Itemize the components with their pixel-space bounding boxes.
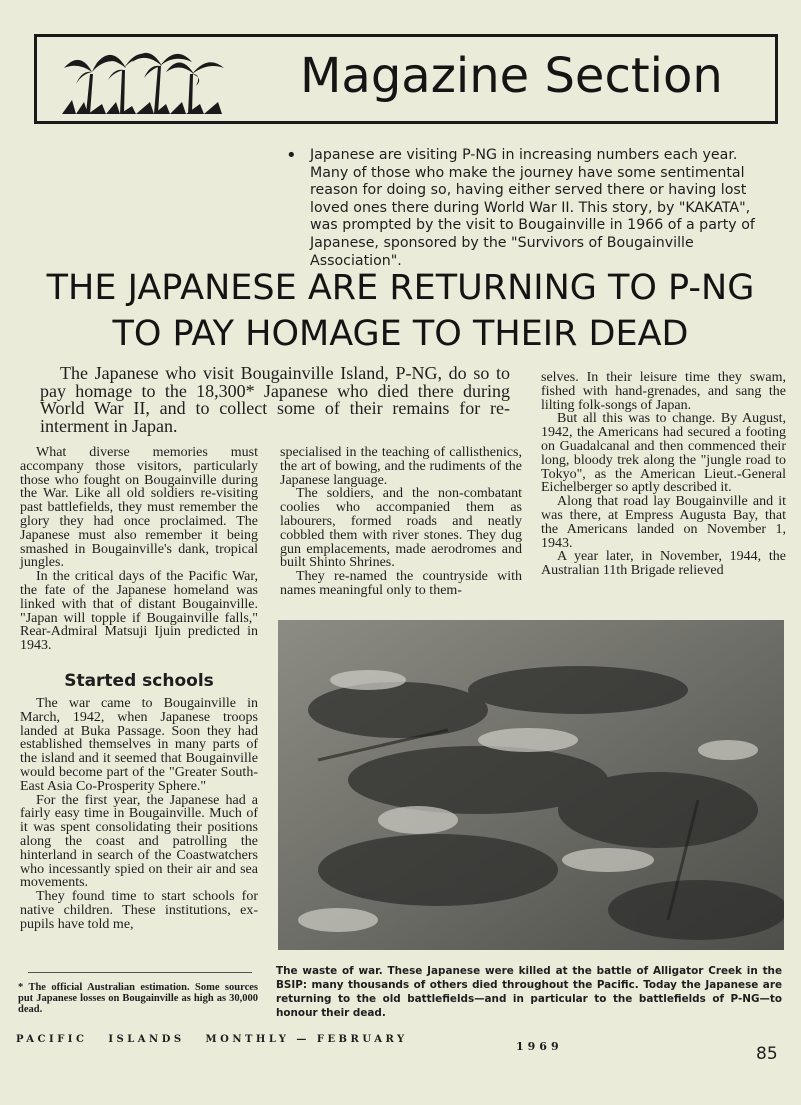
column-1b-paragraph: They found time to start schools for native children. These institutions, ex-pupils have told me,	[20, 889, 258, 932]
column-2	[280, 446, 522, 598]
column-1-paragraph: What diverse memories must accompany those visitors, particularly those who fought on Bougainville during the War. Like all old soldiers re-visiting past battlefields, they must remember the glory they had once proclaimed. The Japanese must also remember it being smashed in Bougainville's dank, tropical jungles.	[20, 445, 258, 571]
column-1b-paragraph: The war came to Bougainville in March, 1942, when Japanese troops landed at Buka Passage. Soon they had established themselves in many parts of the island and it seemed that Bougainville would become part of the "Greater South-East Asia Co-Prosperity Sphere."	[20, 696, 258, 794]
headline-line-2: TO PAY HOMAGE TO THEIR DEAD	[112, 314, 689, 354]
subheading: Started schools	[64, 671, 214, 691]
column-1-paragraph: In the critical days of the Pacific War, the fate of the Japanese homeland was linked with that of distant Bougainville. "Japan will topple if Bougainville falls," Rear-Admiral Matsuji Ijuin predicted in 1943.	[20, 569, 258, 654]
page-number: 85	[756, 1044, 778, 1064]
photo-caption: The waste of war. These Japanese were killed at the battle of Alligator Creek in the BSIP: many thousands of others died throughout the Pacific. Today the Japanese are returning to the old battlefields—and in particular to the battlefields of P-NG—to honour their dead.	[276, 965, 782, 1019]
column-1	[20, 446, 258, 653]
palm-trees-icon	[62, 44, 226, 116]
column-3-paragraph: selves. In their leisure time they swam, fished with hand-grenades, and sang the lilting folk-songs of Japan.	[541, 370, 786, 413]
intro-bullet: •	[286, 145, 297, 166]
footnote: * The official Australian estimation. Some sources put Japanese losses on Bougainville as high as 30,000 dead.	[18, 982, 258, 1015]
column-3-paragraph: But all this was to change. By August, 1942, the Americans had secured a footing on Guadalcanal and then commenced their long, bloody trek along the "jungle road to Tokyo", as the American Lieut.-General Eichelberger so aptly described it.	[541, 411, 786, 496]
section-title: Magazine Section	[300, 48, 723, 104]
lead-paragraph: The Japanese who visit Bougainville Island, P-NG, do so to pay homage to the 18,300* Japanese who died there during World War II, and to collect some of their remains for re-interment in Japan.	[40, 363, 510, 436]
column-2-paragraph: The soldiers, and the non-combatant coolies who accompanied them as labourers, formed roads and neatly cobbled them with river stones. They dug gun emplacements, made aerodromes and built Shinto Shrines.	[280, 486, 522, 571]
publication-year: 1969	[516, 1040, 563, 1053]
footnote-divider	[28, 972, 252, 973]
column-2-paragraph: They re-named the countryside with names meaningful only to them-	[280, 569, 522, 598]
column-3-paragraph: Along that road lay Bougainville and it was there, at Empress Augusta Bay, that the Americans landed on November 1, 1943.	[541, 494, 786, 551]
intro-text: Japanese are visiting P-NG in increasing numbers each year. Many of those who make the journey have some sentimental reason for doing so, having either served there or having lost loved ones there during World War II. This story, by "KAKATA", was prompted by the visit to Bougainville in 1966 of a party of Japanese, sponsored by the "Survivors of Bougainville Association".	[310, 147, 755, 269]
column-1b-paragraph: For the first year, the Japanese had a fairly easy time in Bougainville. Much of it was spent consolidating their positions along the coast and patrolling the hinterland in search of the Coastwatchers who incessantly spied on their air and sea movements.	[20, 792, 258, 891]
column-1-continued	[20, 697, 258, 932]
headline-line-1: THE JAPANESE ARE RETURNING TO P-NG	[46, 268, 755, 308]
column-3-paragraph: A year later, in November, 1944, the Australian 11th Brigade relieved	[541, 549, 786, 579]
publication-footer: PACIFIC ISLANDS MONTHLY — FEBRUARY	[16, 1034, 408, 1045]
column-3	[541, 371, 786, 578]
column-2-paragraph: specialised in the teaching of callisthenics, the art of bowing, and the rudiments of the Japanese language.	[280, 445, 522, 488]
battlefield-photo	[278, 620, 784, 950]
